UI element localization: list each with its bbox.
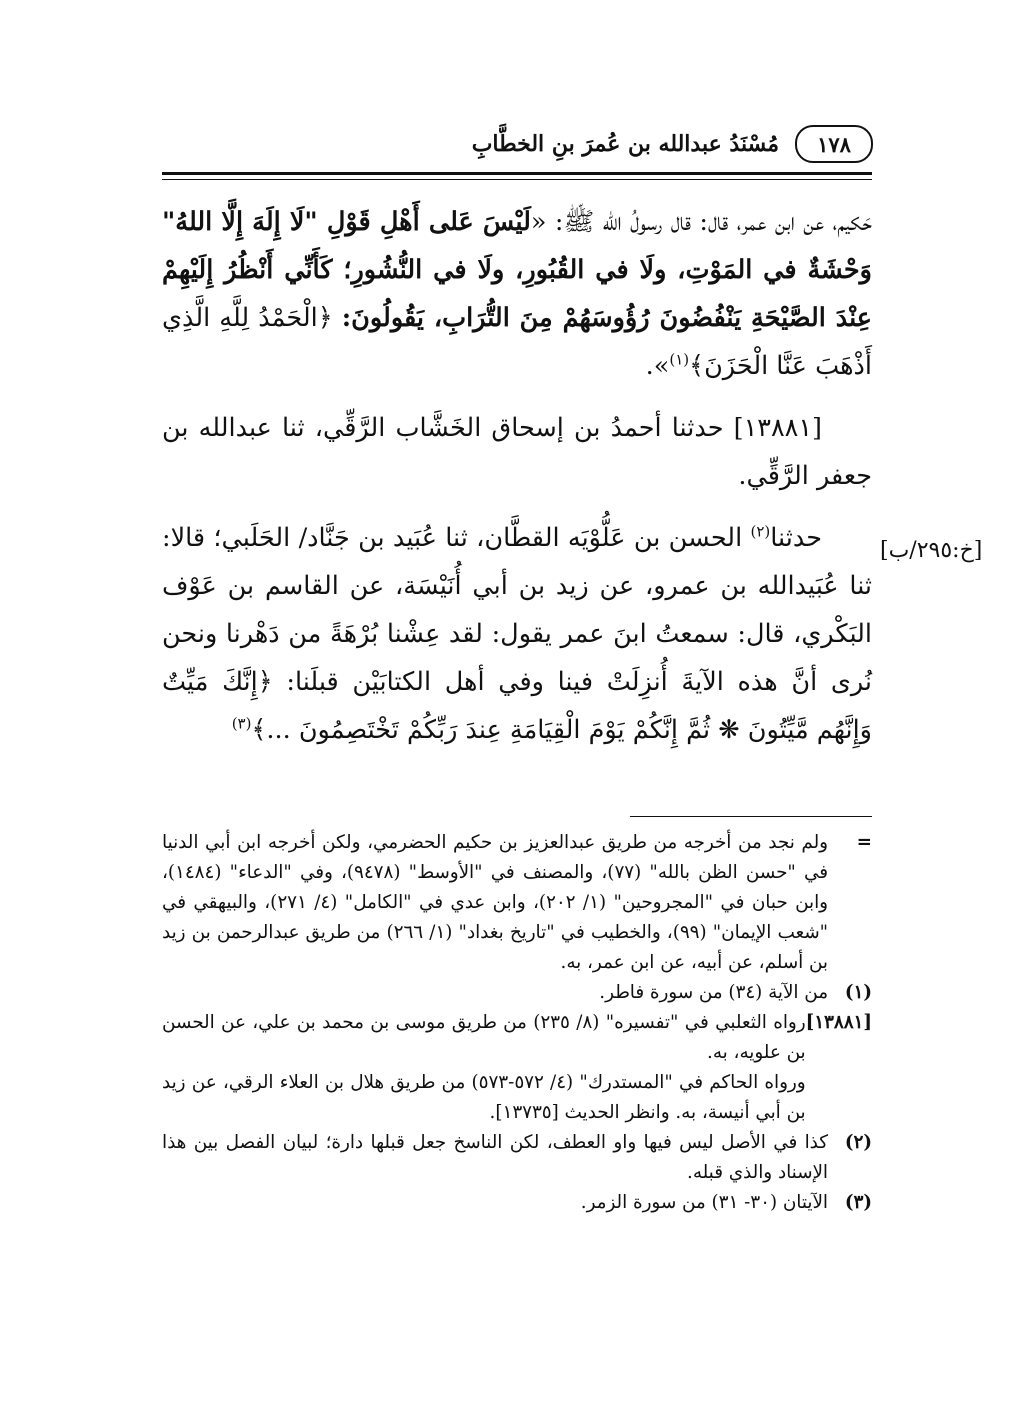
footnote-text: كذا في الأصل ليس فيها واو العطف، لكن الناسخ جعل قبلها دارة؛ لبيان الفصل بين هذا الإسناد والذي قبله. bbox=[162, 1132, 828, 1183]
page-number: ١٧٨ bbox=[795, 125, 873, 163]
footnote-ref-3: (٣) bbox=[231, 714, 252, 733]
footnote-ref-2: (٢) bbox=[750, 522, 771, 541]
page-header bbox=[163, 118, 873, 170]
paragraph-hadith-13881: [١٣٨٨١] حدثنا أحمدُ بن إسحاق الخَشَّاب الرَّقِّي، ثنا عبدالله بن جعفر الرَّقِّي. bbox=[162, 413, 872, 491]
header-rule-thin bbox=[162, 179, 872, 180]
hadith-matn: لَيْسَ عَلى أَهْلِ قَوْلِ "لَا إِلَهَ إِلَّا اللهُ" وَحْشَةٌ في المَوْتِ، ولَا في القُبُورِ، ولَا في النُّشُورِ؛ كَأَنِّي أَنْظُرُ إِلَيْهِمْ عِنْدَ الصَّيْحَةِ يَنْفُضُونَ رُؤُوسَهُمْ مِنَ التُّرَابِ، يَقُولُونَ: bbox=[162, 207, 872, 333]
footnotes bbox=[162, 828, 872, 1218]
footnote-hadith-13881 bbox=[162, 1008, 872, 1128]
footnote-3 bbox=[162, 1188, 872, 1218]
hadith-end: ». bbox=[645, 351, 670, 381]
paragraph-hadith-text bbox=[162, 198, 872, 390]
hadith-intro: حَكيم، عن ابن عمر، قال: قال رسولُ الله ﷺ: « bbox=[530, 207, 873, 237]
paragraph-isnad bbox=[162, 514, 872, 754]
quran-quote: ﴿الْحَمْدُ لِلَّهِ الَّذِي أَذْهَبَ عَنَّا الْحَزَنَ﴾ bbox=[162, 303, 872, 381]
footnote-mark: = bbox=[856, 832, 872, 853]
footnote-text: من الآية (٣٤) من سورة فاطر. bbox=[599, 982, 828, 1003]
footnote-mark: [١٣٨٨١] bbox=[805, 1012, 872, 1033]
footnote-text bbox=[162, 1008, 806, 1128]
isnad-start: حدثنا bbox=[770, 523, 822, 553]
footnote-mark: (٣) bbox=[844, 1192, 872, 1213]
footnote-1 bbox=[162, 978, 872, 1008]
footnote-text: الآيتان (٣٠- ٣١) من سورة الزمر. bbox=[580, 1192, 828, 1213]
isnad-text: الحسن بن عَلُّوْيَه القطَّان، ثنا عُبَيد بن جَنَّاد/ الحَلَبي؛ قالا: ثنا عُبَيدالله بن عمرو، عن زيد بن أبي أُنَيْسَة، عن القاسم بن عَوْف البَكْري، قال: سمعتُ ابنَ عمر يقول: لقد عِشْنا بُرْهَةً من دَهْرنا ونحن نُرى أنَّ هذه الآيةَ أُنزِلَتْ فينا وفي أهل الكتابَيْن قبلَنا: ﴿إِنَّكَ مَيِّتٌ وَإِنَّهُم مَّيِّتُونَ ❋ ثُمَّ إِنَّكُمْ يَوْمَ الْقِيَامَةِ عِندَ رَبِّكُمْ تَخْتَصِمُونَ ...﴾ bbox=[162, 523, 872, 745]
footnote-ref-1: (١) bbox=[669, 350, 690, 369]
footnote-separator bbox=[630, 816, 872, 817]
main-text bbox=[162, 198, 872, 754]
footnote-2 bbox=[162, 1128, 872, 1188]
footnote-line: رواه الثعلبي في "تفسيره" (٨/ ٢٣٥) من طريق موسى بن محمد بن علي، عن الحسن بن علويه، به. bbox=[162, 1012, 806, 1063]
footnote-text: ولم نجد من أخرجه من طريق عبدالعزيز بن حكيم الحضرمي، ولكن أخرجه ابن أبي الدنيا في "حسن الظن بالله" (٧٧)، والمصنف في "الأوسط" (٩٤٧٨)، وفي "الدعاء" (١٤٨٤)، وابن حبان في "المجروحين" (١/ ٢٠٢)، وابن عدي في "الكامل" (٤/ ٢٧١)، والبيهقي في "شعب الإيمان" (٩٩)، والخطيب في "تاريخ بغداد" (١/ ٢٦٦) من طريق عبدالرحمن بن زيد بن أسلم، عن أبيه، عن ابن عمر، به. bbox=[162, 832, 829, 973]
running-title: مُسْنَدُ عبدالله بن عُمرَ بنِ الخطَّابِ bbox=[471, 131, 779, 157]
header-rule-thick bbox=[162, 172, 872, 175]
footnote-continuation bbox=[162, 828, 872, 978]
manuscript-folio-reference: [خ:٢٩٥/ب] bbox=[880, 538, 983, 563]
footnote-mark: (٢) bbox=[844, 1132, 872, 1153]
footnote-mark: (١) bbox=[844, 982, 872, 1003]
footnote-line: ورواه الحاكم في "المستدرك" (٤/ ٥٧٢-٥٧٣) من طريق هلال بن العلاء الرقي، عن زيد بن أبي أنيسة، به. وانظر الحديث [١٣٧٣٥]. bbox=[162, 1072, 806, 1123]
